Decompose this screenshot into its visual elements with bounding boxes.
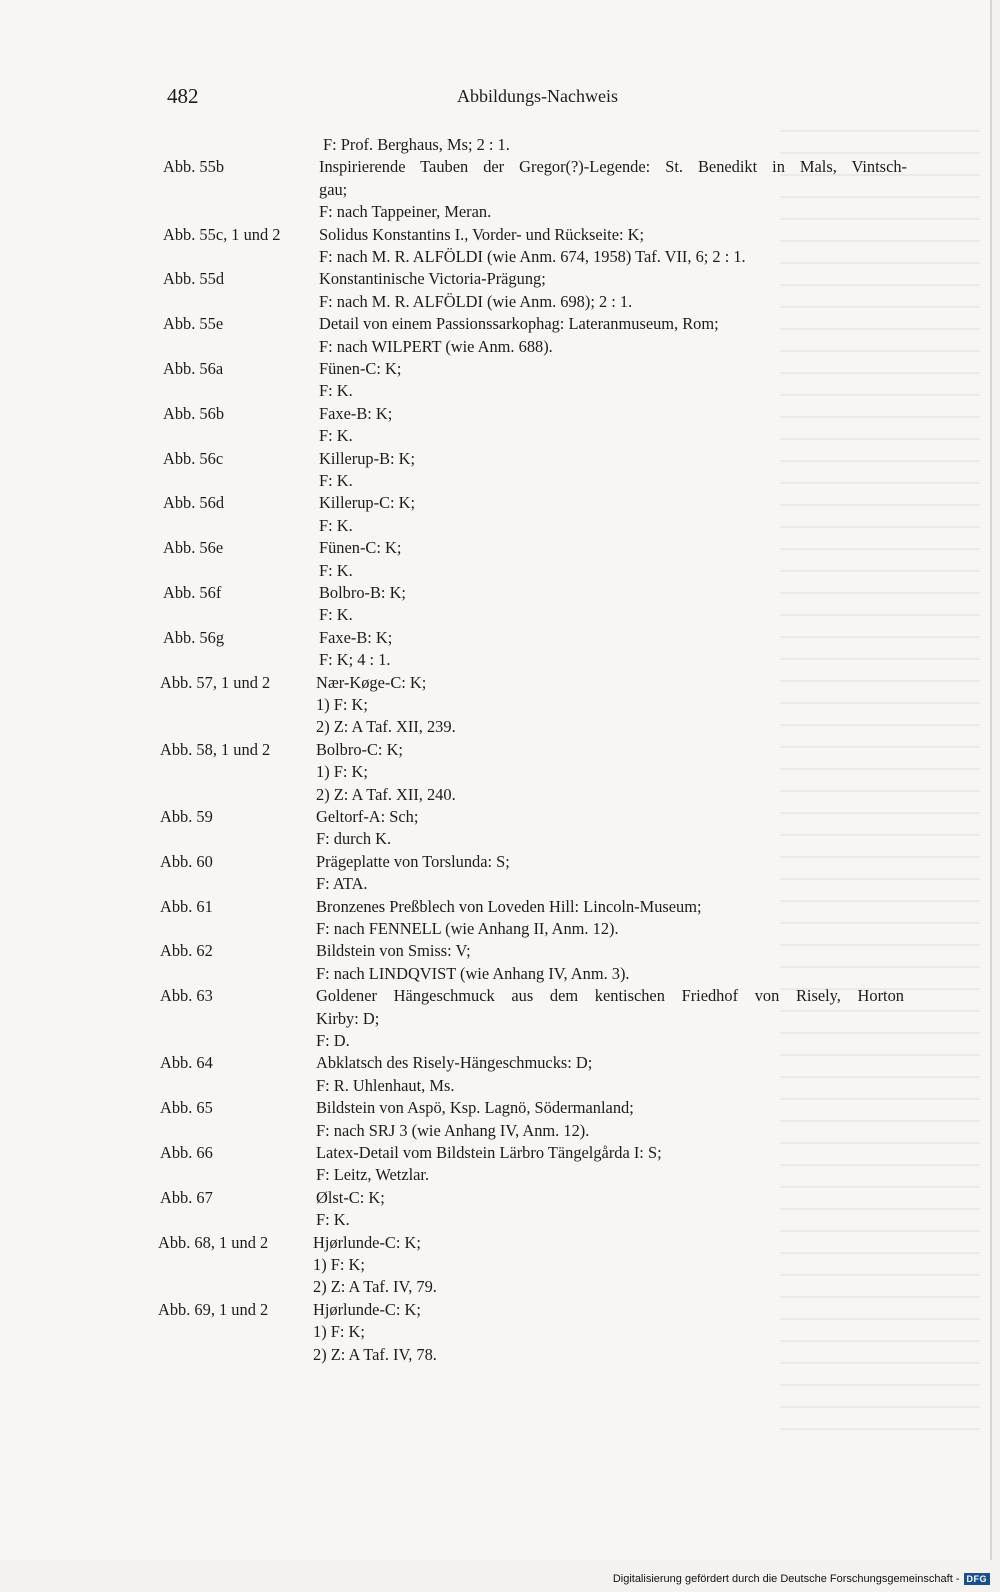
credit-line: 1) F: K;	[313, 1322, 365, 1342]
credit-line: F: K.	[319, 515, 353, 535]
credit-line: 2) Z: A Taf. XII, 240.	[316, 784, 456, 804]
credit-line: F: K.	[316, 1210, 350, 1230]
credit-line: F: nach Tappeiner, Meran.	[319, 202, 492, 222]
figure-label: Abb. 56g	[163, 627, 225, 647]
figure-label: Abb. 63	[160, 986, 213, 1006]
credit-line: Bildstein von Aspö, Ksp. Lagnö, Södermanland;	[316, 1098, 634, 1118]
figure-label: Abb. 56c	[163, 448, 224, 468]
credit-line: Hjørlunde-C: K;	[313, 1299, 421, 1319]
page-number: 482	[167, 84, 199, 108]
figure-label: Abb. 67	[160, 1187, 213, 1207]
running-title: Abbildungs-Nachweis	[457, 86, 618, 106]
credit-text	[319, 313, 907, 358]
credit-text	[316, 806, 904, 851]
credit-text	[319, 537, 907, 582]
credit-line: Inspirierende Tauben der Gregor(?)-Legende: St. Benedikt in Mals, Vintsch-	[319, 157, 907, 177]
credit-text	[319, 448, 907, 493]
credit-line: F: nach M. R. ALFÖLDI (wie Anm. 698); 2 : 1.	[319, 291, 633, 311]
digitization-footer	[613, 1573, 990, 1585]
credit-line: Detail von einem Passionssarkophag: Lateranmuseum, Rom;	[319, 314, 719, 334]
credit-line: F: nach LINDQVIST (wie Anhang IV, Anm. 3).	[316, 963, 630, 983]
figure-label: Abb. 68, 1 und 2	[158, 1232, 269, 1252]
dfg-logo: DFG	[964, 1573, 991, 1585]
credit-text	[319, 582, 907, 627]
credit-line: Killerup-C: K;	[319, 493, 416, 513]
credit-text	[319, 492, 907, 537]
credit-line: 2) Z: A Taf. IV, 78.	[313, 1344, 437, 1364]
credit-text	[316, 851, 904, 896]
figure-label: Abb. 56b	[163, 403, 225, 423]
credit-line: Faxe-B: K;	[319, 627, 393, 647]
credit-text	[316, 1052, 904, 1097]
credit-text	[316, 940, 904, 985]
figure-label: Abb. 64	[160, 1053, 213, 1073]
credit-line: Nær-Køge-C: K;	[316, 672, 427, 692]
credit-text	[316, 1187, 904, 1232]
credit-line: Prägeplatte von Torslunda: S;	[316, 851, 510, 871]
credit-text	[316, 985, 904, 1052]
figure-label: Abb. 55c, 1 und 2	[163, 224, 281, 244]
credit-line: Abklatsch des Risely-Hängeschmucks: D;	[316, 1053, 593, 1073]
figure-label: Abb. 56e	[163, 538, 224, 558]
credit-text	[313, 1232, 901, 1299]
credit-line: F: ATA.	[316, 874, 368, 894]
credit-line: F: nach M. R. ALFÖLDI (wie Anm. 674, 1958) Taf. VII, 6; 2 : 1.	[319, 246, 746, 266]
credit-line: F: K.	[319, 470, 353, 490]
credit-text	[319, 268, 907, 313]
credit-line: Kirby: D;	[316, 1008, 380, 1028]
figure-label: Abb. 69, 1 und 2	[158, 1299, 269, 1319]
footer-text: Digitalisierung gefördert durch die Deutsche Forschungsgemeinschaft -	[612, 1573, 960, 1585]
credit-text	[316, 896, 904, 941]
credit-text	[319, 224, 907, 269]
credit-line: Solidus Konstantins I., Vorder- und Rückseite: K;	[319, 224, 645, 244]
figure-label: Abb. 55d	[163, 269, 225, 289]
figure-label: Abb. 60	[160, 851, 213, 871]
credit-line: F: D.	[316, 1030, 350, 1050]
credit-line: Bolbro-B: K;	[319, 583, 406, 602]
figure-label: Abb. 59	[160, 807, 213, 826]
credit-line: Killerup-B: K;	[319, 448, 416, 468]
credit-line: F: K.	[319, 381, 353, 401]
credit-line: Latex-Detail vom Bildstein Lärbro Tängelgårda I: S;	[316, 1143, 662, 1162]
credit-line: Konstantinische Victoria-Prägung;	[319, 269, 546, 289]
figure-label: Abb. 65	[160, 1098, 213, 1118]
credit-line: F: nach WILPERT (wie Anm. 688).	[319, 336, 553, 356]
credit-line: Ølst-C: K;	[316, 1187, 385, 1207]
figure-label: Abb. 56d	[163, 493, 225, 513]
figure-label: Abb. 57, 1 und 2	[160, 672, 271, 692]
credit-line: Fünen-C: K;	[319, 538, 402, 558]
credit-line: Goldener Hängeschmuck aus dem kentischen Friedhof von Risely, Horton	[316, 986, 904, 1006]
credit-line: Bildstein von Smiss: V;	[316, 941, 471, 961]
credit-line: F: K.	[319, 560, 353, 580]
figure-label: Abb. 55e	[163, 314, 224, 334]
credit-line: F: Leitz, Wetzlar.	[316, 1165, 430, 1185]
page-header	[167, 84, 627, 114]
credit-text	[319, 358, 907, 403]
figure-label: Abb. 61	[160, 896, 213, 916]
credit-line: 1) F: K;	[316, 694, 368, 714]
credit-line: gau;	[319, 179, 348, 199]
figure-label: Abb. 58, 1 und 2	[160, 739, 271, 759]
credit-line: F: nach SRJ 3 (wie Anhang IV, Anm. 12).	[316, 1120, 590, 1140]
credit-line: F: K; 4 : 1.	[319, 650, 391, 670]
figure-label: Abb. 56a	[163, 359, 224, 378]
credit-line: F: R. Uhlenhaut, Ms.	[316, 1075, 455, 1095]
credit-line: 2) Z: A Taf. IV, 79.	[313, 1277, 437, 1297]
credit-line: 2) Z: A Taf. XII, 239.	[316, 717, 456, 737]
figure-label: Abb. 56f	[163, 583, 222, 602]
figure-label: Abb. 62	[160, 941, 213, 961]
credit-line: F: K.	[319, 426, 353, 446]
credit-line: F: K.	[319, 605, 353, 625]
credit-line: F: durch K.	[316, 829, 392, 849]
credit-text	[319, 403, 907, 448]
credit-text	[313, 1299, 901, 1366]
credit-text	[319, 156, 907, 223]
credit-line: 1) F: K;	[313, 1254, 365, 1274]
credit-text	[316, 672, 904, 739]
credit-text	[316, 1097, 904, 1142]
credit-line: Geltorf-A: Sch;	[316, 807, 419, 826]
credit-line: 1) F: K;	[316, 762, 368, 782]
credit-line: Bolbro-C: K;	[316, 739, 403, 759]
figure-label: Abb. 66	[160, 1143, 213, 1162]
continued-line: F: Prof. Berghaus, Ms; 2 : 1.	[323, 135, 510, 154]
credit-text	[316, 1142, 904, 1187]
credit-line: F: nach FENNELL (wie Anhang II, Anm. 12).	[316, 918, 619, 938]
credit-line: Bronzenes Preßblech von Loveden Hill: Lincoln-Museum;	[316, 896, 702, 916]
credit-text	[316, 739, 904, 806]
credit-line: Hjørlunde-C: K;	[313, 1232, 421, 1252]
credit-line: Faxe-B: K;	[319, 403, 393, 423]
credit-line: Fünen-C: K;	[319, 359, 402, 378]
credit-text	[319, 627, 907, 672]
figure-label: Abb. 55b	[163, 157, 225, 177]
